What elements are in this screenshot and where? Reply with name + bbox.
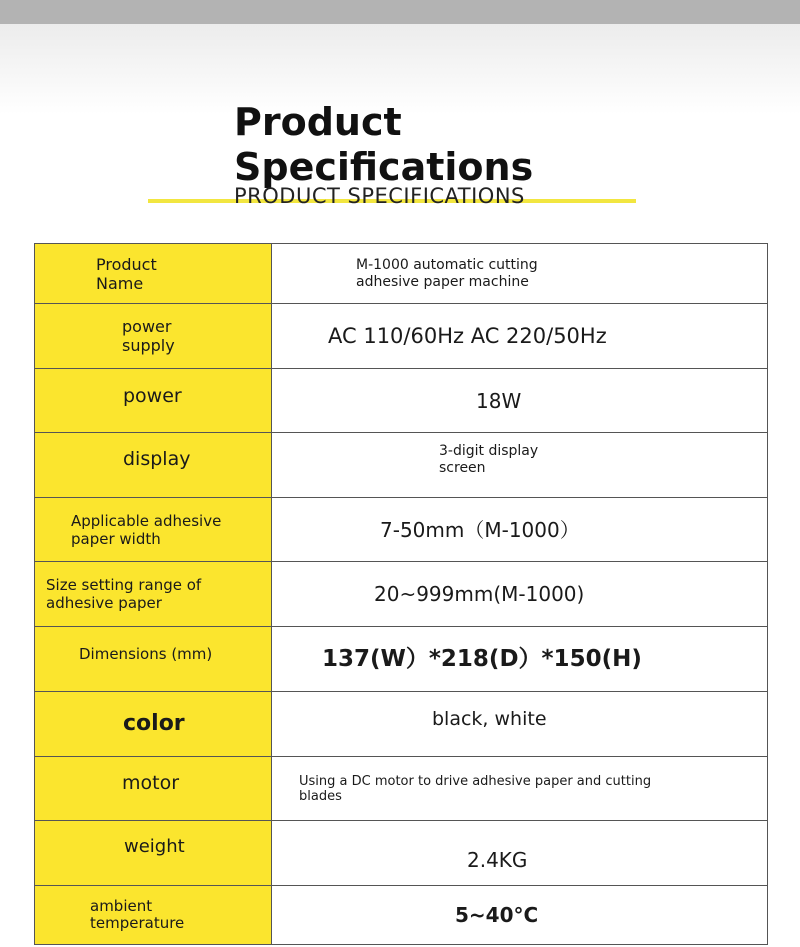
table-row — [35, 304, 768, 369]
spec-label-cell — [35, 692, 272, 757]
spec-label-cell — [35, 821, 272, 886]
spec-label-cell — [35, 757, 272, 821]
table-row — [35, 886, 768, 945]
spec-label: weight — [124, 836, 185, 857]
spec-value: AC 110/60Hz AC 220/50Hz — [328, 324, 607, 348]
spec-label-cell — [35, 627, 272, 692]
spec-value: 7-50mm（M-1000） — [380, 517, 580, 542]
top-gray-bar — [0, 0, 800, 24]
spec-value: 3-digit display screen — [439, 443, 539, 476]
spec-label-cell — [35, 369, 272, 433]
spec-value: Using a DC motor to drive adhesive paper and cutting blades — [299, 773, 652, 804]
spec-label-cell — [35, 433, 272, 498]
spec-label-cell — [35, 886, 272, 945]
spec-label: Applicable adhesive paper width — [71, 511, 222, 548]
spec-label: power — [123, 384, 182, 407]
spec-value: 137(W）*218(D）*150(H) — [322, 645, 642, 672]
spec-label: ambient temperature — [90, 897, 185, 932]
spec-label: Product Name — [96, 254, 157, 293]
table-row — [35, 692, 768, 757]
table-row — [35, 369, 768, 433]
spec-label: color — [123, 711, 185, 736]
spec-value: 18W — [476, 388, 522, 413]
spec-value-cell — [272, 433, 768, 498]
spec-value-cell — [272, 304, 768, 369]
spec-value: 2.4KG — [467, 848, 528, 872]
spec-label-cell — [35, 498, 272, 562]
spec-value-cell — [272, 886, 768, 945]
spec-value-cell — [272, 369, 768, 433]
table-row — [35, 757, 768, 821]
spec-value-cell — [272, 562, 768, 627]
spec-value-cell — [272, 244, 768, 304]
spec-value-cell — [272, 498, 768, 562]
spec-table — [34, 243, 768, 945]
spec-value-cell — [272, 821, 768, 886]
spec-value-cell — [272, 757, 768, 821]
table-row — [35, 498, 768, 562]
spec-value-cell — [272, 692, 768, 757]
table-row — [35, 562, 768, 627]
table-row — [35, 821, 768, 886]
spec-label-cell — [35, 304, 272, 369]
table-row — [35, 627, 768, 692]
table-row — [35, 433, 768, 498]
spec-value-cell — [272, 627, 768, 692]
spec-label: Size setting range of adhesive paper — [46, 576, 202, 612]
spec-label: power supply — [122, 317, 175, 355]
table-row — [35, 244, 768, 304]
page-subtitle: PRODUCT SPECIFICATIONS — [234, 184, 525, 208]
spec-value: black, white — [432, 708, 547, 730]
spec-label-cell — [35, 244, 272, 304]
spec-label: display — [123, 448, 191, 470]
spec-value: 20~999mm(M-1000) — [374, 582, 585, 606]
spec-label: Dimensions (mm) — [79, 645, 213, 663]
page-title: Product Specifications — [234, 100, 534, 189]
title-block — [234, 100, 533, 190]
spec-label: motor — [122, 771, 180, 794]
spec-label-cell — [35, 562, 272, 627]
spec-value: M-1000 automatic cutting adhesive paper machine — [356, 256, 538, 290]
spec-value: 5~40°C — [455, 903, 539, 927]
